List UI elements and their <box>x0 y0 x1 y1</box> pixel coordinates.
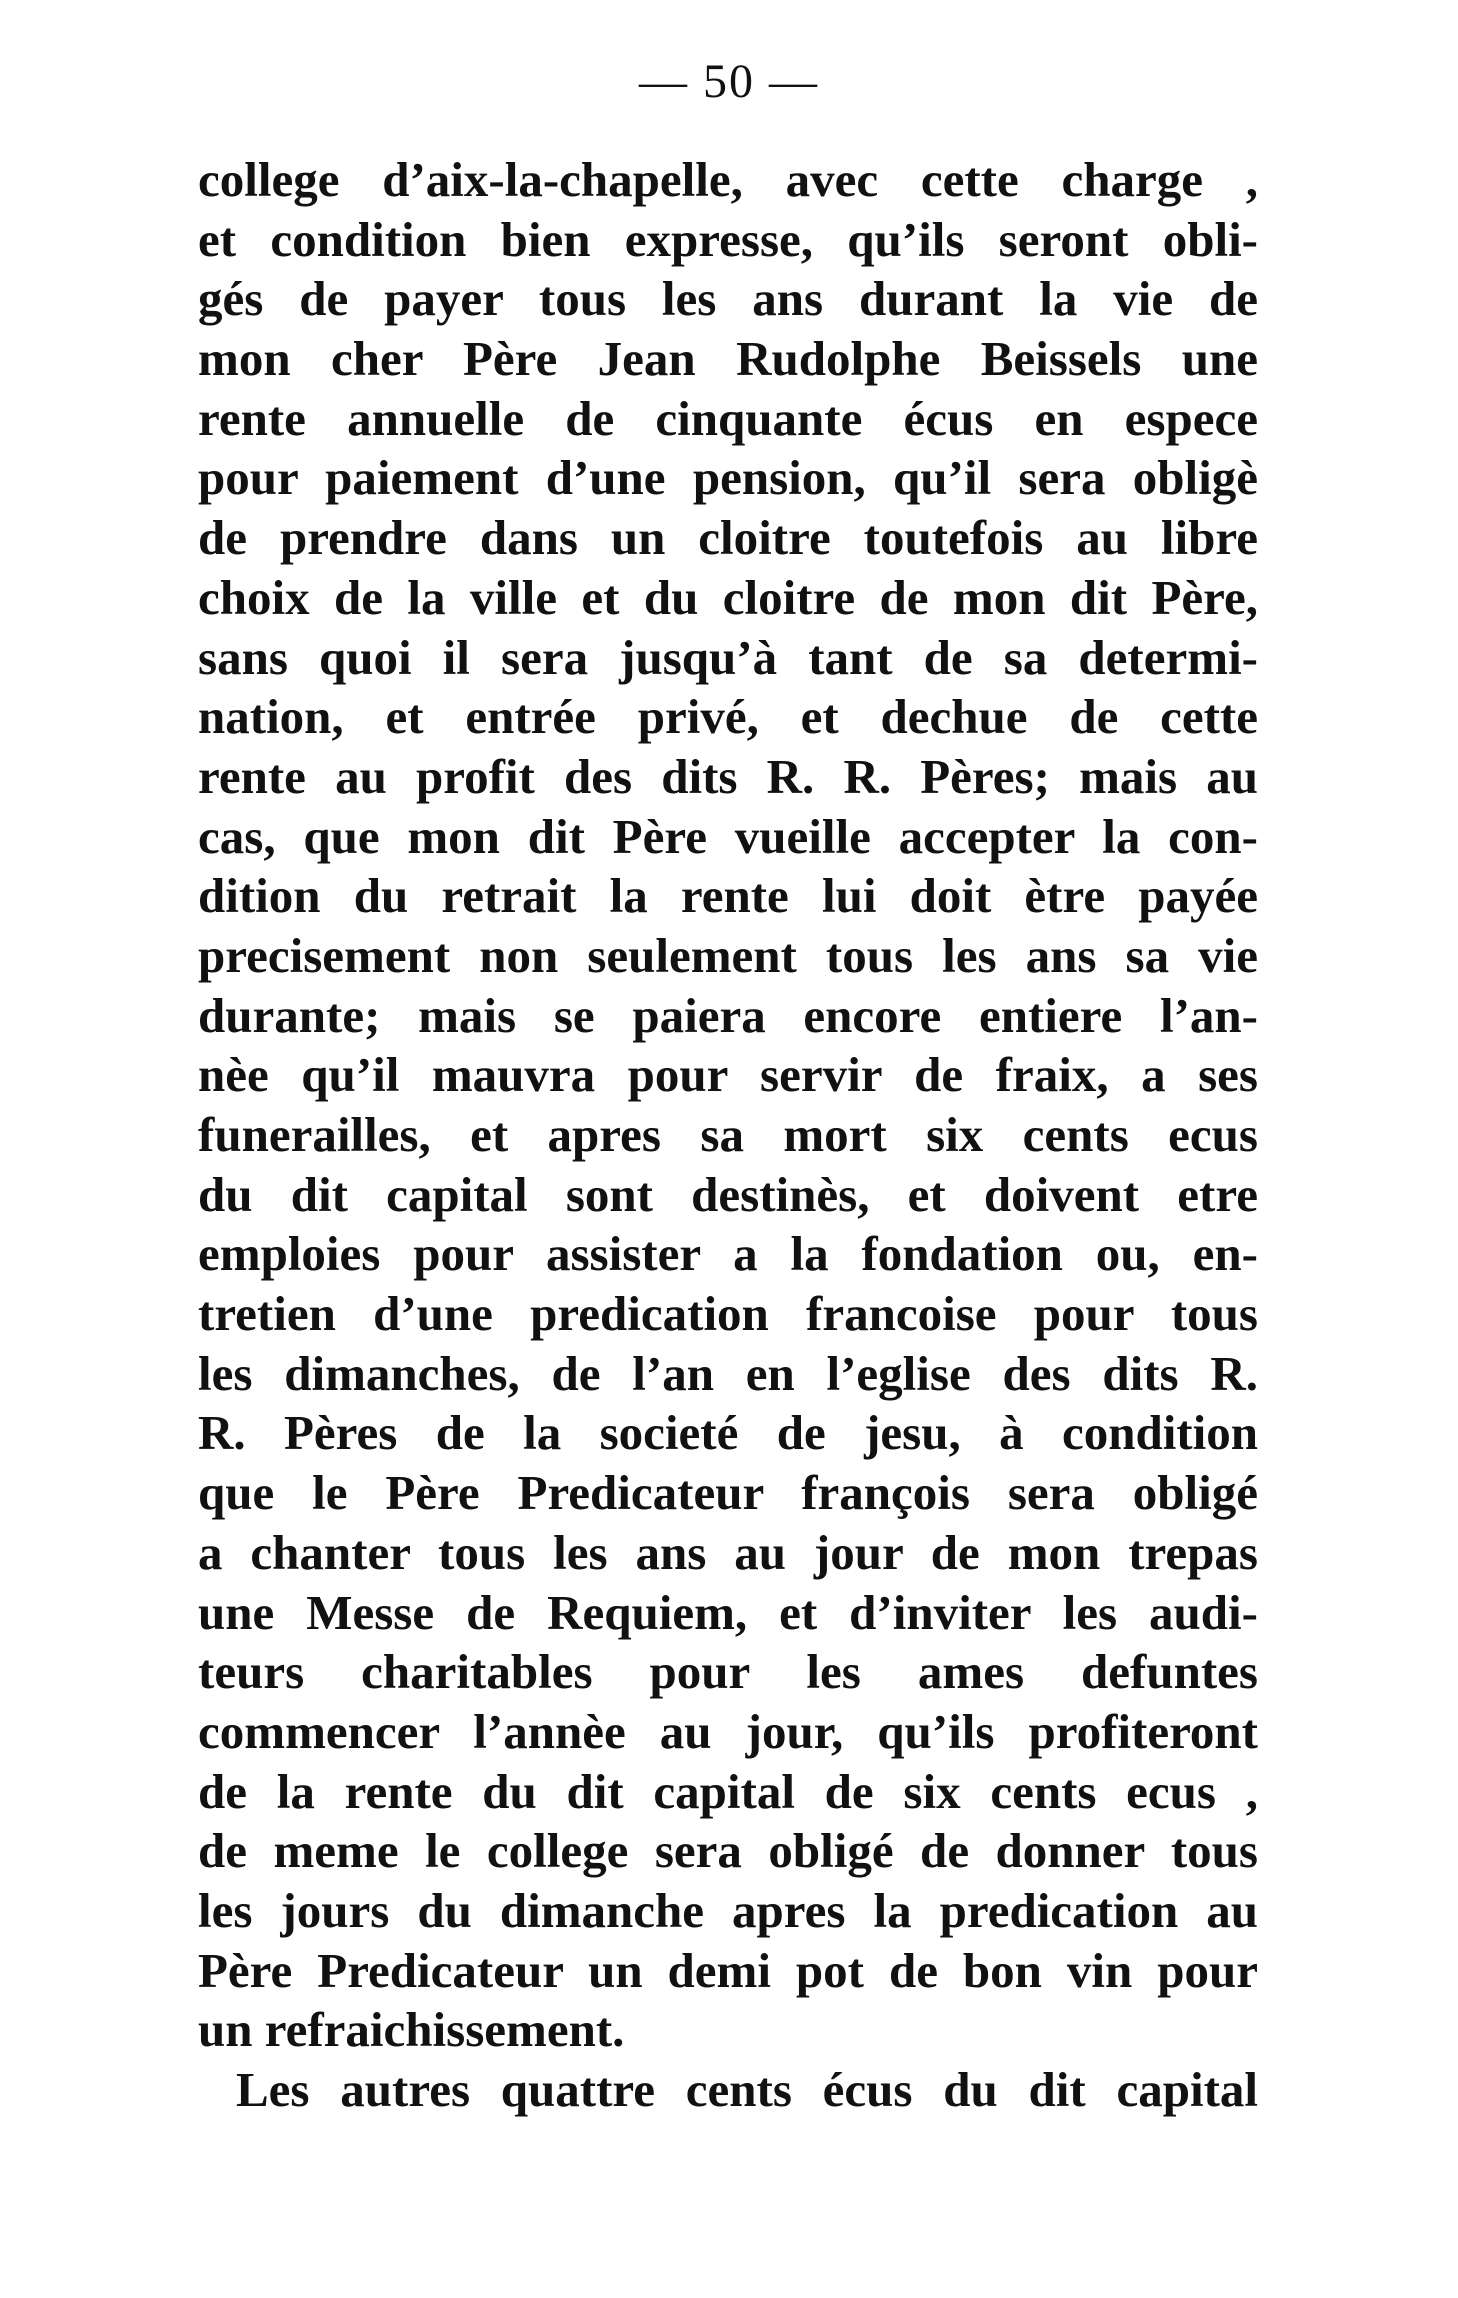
text-line: dition du retrait la rente lui doit ètre payée <box>198 868 1258 924</box>
text-line: nation, et entrée privé, et dechue de cette <box>198 689 1258 745</box>
text-line: rente au profit des dits R. R. Pères; mais au <box>198 748 1258 804</box>
text-line: college d’aix-la-chapelle, avec cette charge , <box>198 152 1258 207</box>
text-line: Les autres quattre cents écus du dit capital <box>236 2062 1258 2117</box>
text-line: tretien d’une predication francoise pour tous <box>198 1286 1258 1342</box>
text-line: de prendre dans un cloitre toutefois au libre <box>198 510 1258 566</box>
text-line: R. Pères de la societé de jesu, à condition <box>198 1405 1258 1461</box>
text-line: a chanter tous les ans au jour de mon trepas <box>198 1524 1258 1580</box>
text-line: funerailles, et apres sa mort six cents ecus <box>198 1107 1258 1162</box>
text-line: cas, que mon dit Père vueille accepter la con- <box>198 808 1258 864</box>
text-line: de meme le college sera obligé de donner tous <box>198 1823 1258 1879</box>
text-line: choix de la ville et du cloitre de mon dit Père, <box>198 569 1258 625</box>
text-line: mon cher Père Jean Rudolphe Beissels une <box>198 331 1258 387</box>
text-line: un refraichissement. <box>198 2002 625 2058</box>
text-line: gés de payer tous les ans durant la vie de <box>198 271 1258 327</box>
page-number: — 50 — <box>639 55 819 108</box>
text-line: teurs charitables pour les ames defuntes <box>198 1644 1258 1700</box>
text-line: precisement non seulement tous les ans sa vie <box>198 927 1258 983</box>
text-line: et condition bien expresse, qu’ils seront obli- <box>198 211 1258 267</box>
text-line: rente annuelle de cinquante écus en espece <box>198 390 1258 446</box>
text-line: une Messe de Requiem, et d’inviter les audi- <box>198 1584 1258 1640</box>
text-line: Père Predicateur un demi pot de bon vin pour <box>198 1942 1258 1998</box>
text-line: pour paiement d’une pension, qu’il sera obligè <box>198 450 1258 506</box>
text-line: les dimanches, de l’an en l’eglise des dits R. <box>198 1345 1258 1401</box>
text-line: emploies pour assister a la fondation ou, en- <box>198 1226 1258 1282</box>
text-line: durante; mais se paiera encore entiere l’an- <box>198 987 1258 1043</box>
text-line: commencer l’annèe au jour, qu’ils profiteront <box>198 1703 1258 1759</box>
text-line: du dit capital sont destinès, et doivent etre <box>198 1166 1258 1222</box>
text-line: que le Père Predicateur françois sera obligé <box>198 1465 1258 1521</box>
text-line: les jours du dimanche apres la predication au <box>198 1882 1258 1938</box>
text-line: sans quoi il sera jusqu’à tant de sa determi- <box>198 629 1258 685</box>
body-text <box>198 150 1258 2120</box>
text-line: de la rente du dit capital de six cents ecus , <box>198 1763 1258 1819</box>
text-line: nèe qu’il mauvra pour servir de fraix, a ses <box>198 1047 1258 1103</box>
